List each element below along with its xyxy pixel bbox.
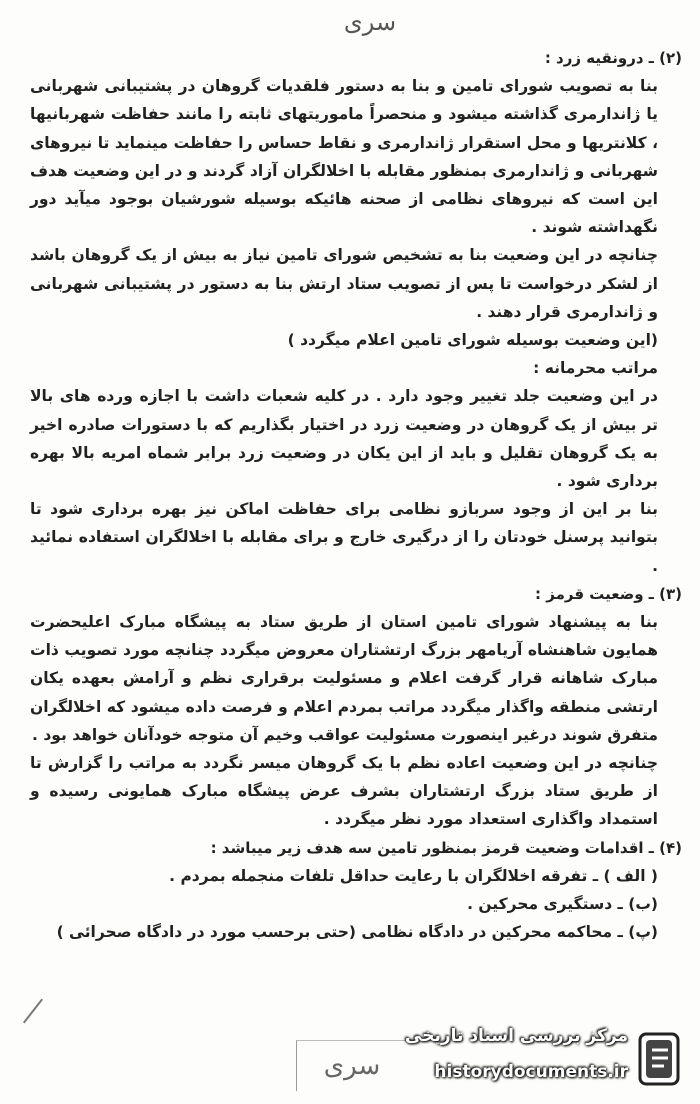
header-classification-mark: سری	[343, 8, 397, 36]
section-4-item-pe: (پ) ـ محاکمه محرکین در دادگاه نظامی (حتی برحسب مورد در دادگاه صحرائی )	[56, 923, 658, 942]
section-3-paragraph-2: چنانچه در این وضعیت اعاده نظم با یک گروهان میسر نگردد به مراتب را گزارش تا از طریق ستاد بزرگ ارتشتاران بشرف عرض پیشگاه مبارک همایونی رسیده و استمداد واگذاری استعداد مورد نظر میگردد .	[30, 754, 658, 829]
section-2-paragraph: بنا به تصویب شورای تامین و بنا به دستور فلقدیات گروهان در پشتیبانی شهربانی یا ژاندارمری گذاشته میشود و منحصراً ماموریتهای ثابته را مانند حفاظت شهربانیها ، کلانتریها و محل استقرار ژاندارمری و نقاط حساس را حفاظت مینماید تا نیروهای شهربانی و ژاندارمری بمنظور مقابله با اخلالگران آزاد گردند و در این وضعیت هدف این است که نیروهای نظامی از صحنه هائیکه بوسیله شورشیان بوجود میآید دور نگهداشته شوند .	[30, 77, 658, 237]
section-4-heading: (۴) ـ اقدامات وضعیت قرمز بمنظور تامین سه هدف زیر میباشد :	[210, 838, 682, 857]
confidential-notes-paragraph-2: بنا بر این از وجود سربازو نظامی برای حفاظت اماکن نیز بهره برداری شود تا بتوانید پرسنل خودتان را از درگیری خارج و برای مقابله با اخلالگران استفاده نمائید .	[30, 500, 658, 575]
pen-stroke-mark	[23, 999, 43, 1024]
watermark-title: مرکز بررسی اسناد تاریخی	[405, 1026, 628, 1046]
confidential-notes-paragraph: در این وضعیت جلد تغییر وجود دارد . در کلیه شعبات داشت با اجازه ورده های بالا تر بیش از یک گروهان در وضعیت زرد در اختیار بگذاریم که با دستورات صادره اخیر به یک گروهان تقلیل و باید از این یکان در وضعیت زرد برابر شماه امریه بالا بهره برداری شود .	[30, 387, 658, 491]
section-3-heading: (۳) ـ وضعیت قرمز :	[535, 584, 682, 603]
section-2-request-paragraph: چنانچه در این وضعیت بنا به تشخیص شورای تامین نیاز به بیش از یک گروهان باشد از لشکر درخواست تا پس از تصویب ستاد ارتش بنا به دستور در پشتیبانی شهربانی و ژاندارمری قرار دهند .	[30, 246, 658, 321]
watermark-url: historydocuments.ir	[434, 1062, 628, 1082]
section-4-item-be: (ب) ـ دستگیری محرکین .	[467, 895, 658, 914]
section-3-paragraph: بنا به پیشنهاد شورای تامین استان از طریق ستاد به پیشگاه مبارک اعلیحضرت همایون شاهنشاه آریامهر بزرگ ارتشتاران معروض میگردد چنانچه مورد تصویب ذات مبارک شاهانه قرار گرفت اعلام و مسئولیت برقراری نظم و آرامش بعهده یکان ارتشی منطقه واگذار میگردد مراتب بمردم اعلام و فرصت داده میشود که اخلالگران متفرق شوند درغیر اینصورت مسئولیت عواقب وخیم آن متوجه خودآنان خواهد بود .	[30, 613, 658, 744]
section-2-announcement: (این وضعیت بوسیله شورای تامین اعلام میگردد )	[287, 331, 658, 350]
section-4-item-alef: ( الف ) ـ تفرقه اخلالگران با رعایت حداقل تلفات منجمله بمردم .	[169, 866, 658, 885]
archive-logo-icon	[634, 1028, 686, 1092]
section-2-heading: (۲) ـ درونقیه زرد :	[544, 49, 682, 67]
footer-classification-mark: سری	[296, 1040, 407, 1091]
document-body	[30, 44, 682, 947]
watermark	[405, 1022, 690, 1098]
confidential-notes-heading: مراتب محرمانه :	[533, 359, 658, 378]
